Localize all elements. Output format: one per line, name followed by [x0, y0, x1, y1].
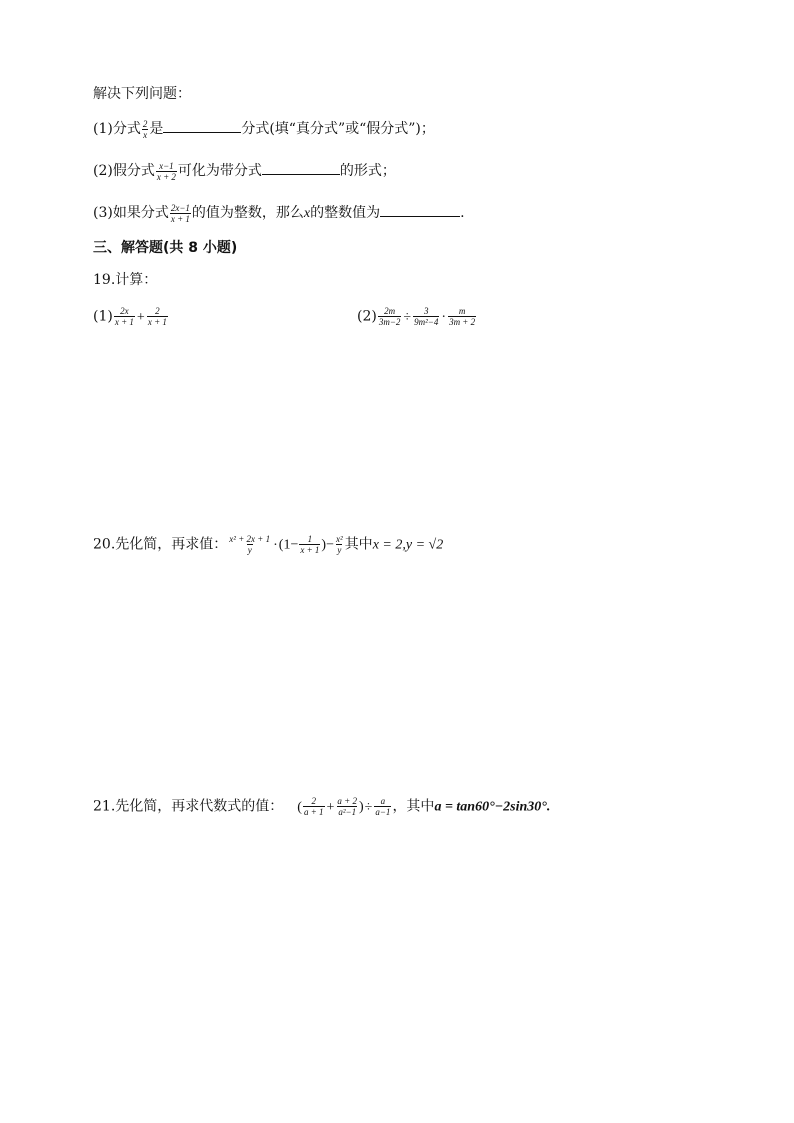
p19-b-frac-3 [448, 306, 476, 327]
p19-b-op2: · [441, 309, 447, 325]
p21-f1-num: 2 [311, 796, 316, 806]
p21-frac-1 [303, 796, 325, 817]
p19-a-f2-den: x + 1 [147, 317, 167, 327]
q3-fraction [170, 203, 191, 224]
p19-a-op: + [136, 309, 145, 325]
p20-where: 其中 [344, 536, 373, 553]
q3-variable: x [303, 206, 311, 221]
p19-b-label: (2) [357, 308, 377, 325]
p19-a-frac-2 [147, 306, 168, 327]
p19-a-f2-num: 2 [155, 306, 160, 316]
q1-frac-num: 2 [142, 118, 148, 129]
q1-frac-den: x [143, 129, 148, 140]
p20-f2-num: 1 [307, 534, 313, 544]
p19-b-frac-1 [378, 306, 402, 327]
p20-frac-3 [335, 534, 344, 555]
p20-f1-den: y [247, 545, 252, 555]
p20-f3-num: x² [335, 534, 343, 544]
q2-suffix: 的形式； [339, 163, 396, 179]
p19-b-op1: ÷ [403, 309, 412, 325]
q2-answer-blank[interactable] [262, 160, 340, 175]
p20-close: )− [321, 537, 334, 553]
p19-b-f2-num: 3 [424, 306, 429, 316]
p20-frac-1 [228, 534, 271, 555]
q3-mid: 的值为整数，那么 [191, 205, 304, 221]
p20-frac-2 [299, 534, 320, 555]
p19-b-f3-num: m [458, 306, 466, 316]
q2-frac-den: x + 2 [156, 171, 176, 182]
problem-21 [93, 796, 550, 818]
p21-frac-2 [336, 796, 358, 817]
p19-a-frac-1 [114, 306, 135, 327]
p21-f2-den: a²−1 [338, 807, 357, 817]
question-1 [93, 118, 435, 140]
intro-text: 解决下列问题： [93, 86, 191, 102]
q1-answer-blank[interactable] [163, 118, 241, 133]
p19-a-label: (1) [93, 308, 113, 325]
q3-frac-num: 2x−1 [170, 202, 190, 213]
p19-b-frac-2 [413, 306, 439, 327]
problem-20 [93, 534, 443, 556]
p20-dot: · [273, 537, 278, 553]
p20-f3-den: y [337, 545, 342, 555]
question-3 [93, 202, 465, 224]
problem-19-part-2 [357, 306, 477, 328]
q1-suffix: 分式(填“真分式”或“假分式”)； [241, 121, 435, 137]
p20-condition: x = 2,y = √2 [372, 537, 444, 553]
q3-suffix: . [460, 205, 465, 221]
p21-divide: ÷ [364, 799, 373, 815]
p20-f2-den: x + 1 [300, 545, 320, 555]
p19-b-f1-den: 3m−2 [378, 317, 401, 327]
p21-f3-den: a−1 [375, 807, 391, 817]
problem-19-part-1 [93, 306, 169, 328]
problem-19-title: 19.计算： [93, 272, 158, 288]
section-heading: 三、解答题(共 8 小题) [93, 240, 238, 256]
p21-f2-num: a + 2 [337, 796, 357, 806]
q3-prefix: (3)如果分式 [93, 205, 169, 221]
p21-close: ) [359, 799, 364, 815]
p21-f1-den: a + 1 [303, 807, 324, 817]
p19-a-f1-den: x + 1 [114, 317, 134, 327]
p21-condition: a = tan60°−2sin30°. [434, 799, 551, 815]
p21-open: ( [297, 799, 302, 815]
p19-b-f3-den: 3m + 2 [449, 317, 476, 327]
p21-where: ，其中 [392, 798, 435, 815]
p19-b-f2-den: 9m²−4 [414, 317, 439, 327]
q3-mid2: 的整数值为 [310, 205, 381, 221]
p20-f1-num: x² + 2x + 1 [229, 534, 271, 544]
p19-b-f1-num: 2m [384, 306, 396, 316]
q1-mid: 是 [149, 121, 164, 137]
q3-frac-den: x + 1 [170, 213, 190, 224]
p21-title: 21.先化简，再求代数式的值： [93, 798, 284, 815]
p20-title: 20.先化简，再求值： [93, 536, 228, 553]
q2-prefix: (2)假分式 [93, 163, 155, 179]
p21-f3-num: a [380, 796, 386, 806]
q3-answer-blank[interactable] [380, 202, 460, 217]
p21-frac-3 [374, 796, 391, 817]
q2-fraction [156, 161, 177, 182]
p21-plus: + [326, 799, 335, 815]
q1-prefix: (1)分式 [93, 121, 141, 137]
question-2 [93, 160, 396, 182]
q2-frac-num: x−1 [159, 160, 174, 171]
p19-a-f1-num: 2x [120, 306, 129, 316]
q2-mid: 可化为带分式 [177, 163, 262, 179]
q1-fraction [142, 119, 149, 140]
p20-open: (1− [278, 537, 299, 553]
